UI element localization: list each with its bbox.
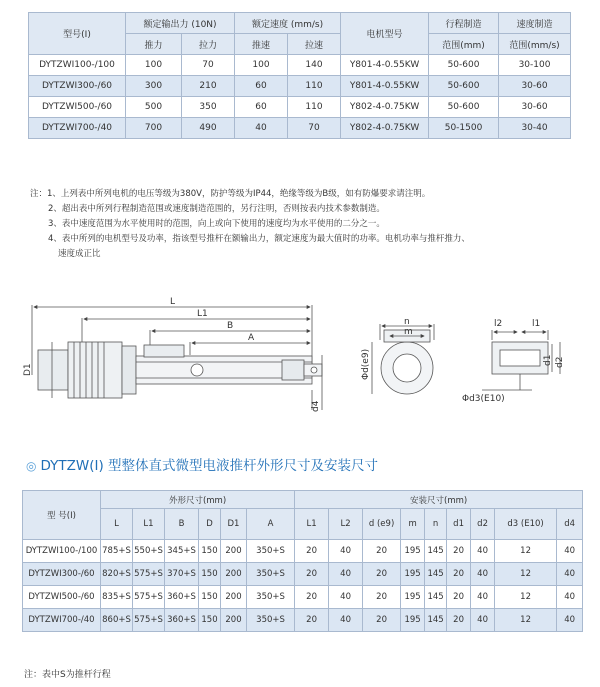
dim-cell: 40 bbox=[329, 586, 363, 609]
col-speedrange-header: 速度制造 bbox=[499, 13, 571, 34]
dim-cell: 20 bbox=[447, 586, 471, 609]
dim-col-header: L1 bbox=[295, 509, 329, 540]
cell-pushspeed: 40 bbox=[235, 118, 288, 139]
cell-pull: 70 bbox=[182, 55, 235, 76]
cell-push: 500 bbox=[126, 97, 182, 118]
dim-cell: 360+S bbox=[165, 609, 199, 632]
dim-col-header: d (e9) bbox=[363, 509, 401, 540]
dim-cell: 150 bbox=[199, 609, 221, 632]
dim-l2: l2 bbox=[494, 319, 503, 329]
dim-cell: 200 bbox=[221, 563, 247, 586]
cell-motor: Y801-4-0.55KW bbox=[341, 76, 429, 97]
note-4: 4、表中所列的电机型号及功率，指该型号推杆在额输出力，额定速度为最大值时的功率。电机功率与推杆推力、 bbox=[48, 234, 470, 244]
specs-header-row bbox=[29, 13, 571, 34]
dim-cell: 195 bbox=[401, 586, 425, 609]
dim-col-header: m bbox=[401, 509, 425, 540]
dim-cell: 145 bbox=[425, 540, 447, 563]
cell-push: 100 bbox=[126, 55, 182, 76]
dim-cell: 40 bbox=[557, 563, 583, 586]
cell-model: DYTZWI100-/100 bbox=[29, 55, 126, 76]
bullet-icon: ◎ bbox=[26, 459, 37, 473]
dim-cell: 20 bbox=[363, 563, 401, 586]
col-motor-header: 电机型号 bbox=[341, 13, 429, 55]
dim-D1: D1 bbox=[23, 363, 33, 376]
dim-cell: 350+S bbox=[247, 609, 295, 632]
cell-push: 300 bbox=[126, 76, 182, 97]
col-push-header: 推力 bbox=[126, 34, 182, 55]
dim-cell: 195 bbox=[401, 540, 425, 563]
dim-cell: 40 bbox=[329, 563, 363, 586]
notes-block bbox=[30, 187, 590, 262]
dim-cell: 12 bbox=[495, 563, 557, 586]
col-stroke-header: 行程制造 bbox=[429, 13, 499, 34]
dim-cell: 575+S bbox=[133, 563, 165, 586]
dim-cell: 20 bbox=[295, 586, 329, 609]
cell-stroke: 50-600 bbox=[429, 55, 499, 76]
dim-col-header: d4 bbox=[557, 509, 583, 540]
col-speed-header: 额定速度 (mm/s) bbox=[235, 13, 341, 34]
dim-cell: 40 bbox=[557, 540, 583, 563]
dim-cell: 150 bbox=[199, 540, 221, 563]
dim-cell: 350+S bbox=[247, 563, 295, 586]
dim-cell: 12 bbox=[495, 586, 557, 609]
dim-cell: 20 bbox=[295, 563, 329, 586]
note-3: 3、表中速度范围为水平使用时的范围，向上或向下使用的速度均为水平使用的二分之一。 bbox=[48, 219, 385, 229]
dim-cell: 40 bbox=[557, 586, 583, 609]
dim-outer-header: 外形尺寸(mm) bbox=[101, 491, 295, 509]
dim-cell: 20 bbox=[295, 540, 329, 563]
dim-cell: 20 bbox=[447, 540, 471, 563]
cell-pull: 210 bbox=[182, 76, 235, 97]
cell-motor: Y801-4-0.55KW bbox=[341, 55, 429, 76]
dim-cell: 40 bbox=[329, 609, 363, 632]
dim-de9: Φd(e9) bbox=[361, 348, 371, 380]
dim-A: A bbox=[248, 333, 255, 343]
dim-d4: d4 bbox=[311, 400, 321, 412]
dim-cell-model: DYTZWⅠ700-/40 bbox=[23, 609, 101, 632]
cell-model: DYTZWI300-/60 bbox=[29, 76, 126, 97]
table-row bbox=[29, 97, 571, 118]
table-row bbox=[23, 609, 583, 632]
col-model-header: 型号(Ⅰ) bbox=[29, 13, 126, 55]
dim-cell: 145 bbox=[425, 609, 447, 632]
specs-table bbox=[28, 12, 571, 139]
col-speedrange-header-2: 范围(mm/s) bbox=[499, 34, 571, 55]
cell-pullspeed: 70 bbox=[288, 118, 341, 139]
dim-cell: 145 bbox=[425, 586, 447, 609]
section-title-text: DYTZW(I) 型整体直式微型电液推杆外形尺寸及安装尺寸 bbox=[40, 458, 379, 474]
dim-l1: l1 bbox=[532, 319, 541, 329]
dim-cell: 40 bbox=[471, 563, 495, 586]
dim-col-header: L bbox=[101, 509, 133, 540]
cell-speedrange: 30-40 bbox=[499, 118, 571, 139]
dim-col-header: D bbox=[199, 509, 221, 540]
cell-pushspeed: 60 bbox=[235, 97, 288, 118]
cell-stroke: 50-600 bbox=[429, 97, 499, 118]
dim-cell: 12 bbox=[495, 609, 557, 632]
dim-header-row bbox=[23, 491, 583, 509]
dim-d1: d1 bbox=[543, 354, 553, 366]
dim-cell: 860+S bbox=[101, 609, 133, 632]
dim-d2: d2 bbox=[555, 356, 565, 368]
dim-cell-model: DYTZWⅠ500-/60 bbox=[23, 586, 101, 609]
col-pullspeed-header: 拉速 bbox=[288, 34, 341, 55]
dim-cell: 785+S bbox=[101, 540, 133, 563]
table-row bbox=[29, 118, 571, 139]
cell-pullspeed: 140 bbox=[288, 55, 341, 76]
table-row bbox=[23, 586, 583, 609]
dim-col-header: n bbox=[425, 509, 447, 540]
dim-col-header: d2 bbox=[471, 509, 495, 540]
dim-install-header: 安装尺寸(mm) bbox=[295, 491, 583, 509]
dim-cell: 550+S bbox=[133, 540, 165, 563]
dim-model-header: 型 号(Ⅰ) bbox=[23, 491, 101, 540]
cell-pushspeed: 100 bbox=[235, 55, 288, 76]
col-force-header: 额定输出力 (10N) bbox=[126, 13, 235, 34]
cell-pull: 490 bbox=[182, 118, 235, 139]
dim-cell: 575+S bbox=[133, 609, 165, 632]
dimensions-table bbox=[22, 490, 583, 632]
cell-pullspeed: 110 bbox=[288, 76, 341, 97]
dim-cell: 200 bbox=[221, 586, 247, 609]
dim-cell: 200 bbox=[221, 540, 247, 563]
dim-cell: 12 bbox=[495, 540, 557, 563]
dim-n: n bbox=[404, 317, 410, 327]
cell-pushspeed: 60 bbox=[235, 76, 288, 97]
cell-motor: Y802-4-0.75KW bbox=[341, 118, 429, 139]
dim-subheader-row bbox=[23, 509, 583, 540]
cell-stroke: 50-600 bbox=[429, 76, 499, 97]
col-stroke-header-2: 范围(mm) bbox=[429, 34, 499, 55]
cell-speedrange: 30-100 bbox=[499, 55, 571, 76]
table-row bbox=[29, 55, 571, 76]
dim-cell: 20 bbox=[447, 609, 471, 632]
dim-cell: 40 bbox=[329, 540, 363, 563]
cell-speedrange: 30-60 bbox=[499, 76, 571, 97]
dim-col-header: A bbox=[247, 509, 295, 540]
dim-cell: 195 bbox=[401, 563, 425, 586]
dim-B: B bbox=[227, 321, 234, 331]
cell-model: DYTZWI500-/60 bbox=[29, 97, 126, 118]
section-title bbox=[26, 454, 378, 474]
dim-cell: 20 bbox=[447, 563, 471, 586]
dim-cell: 350+S bbox=[247, 540, 295, 563]
dim-cell: 145 bbox=[425, 563, 447, 586]
dim-cell: 575+S bbox=[133, 586, 165, 609]
dim-cell: 40 bbox=[471, 540, 495, 563]
cell-model: DYTZWI700-/40 bbox=[29, 118, 126, 139]
table-row bbox=[23, 563, 583, 586]
dim-d3: Φd3(E10) bbox=[462, 394, 505, 404]
dim-cell-model: DYTZWⅠ300-/60 bbox=[23, 563, 101, 586]
cell-pullspeed: 110 bbox=[288, 97, 341, 118]
dim-cell: 150 bbox=[199, 563, 221, 586]
cell-speedrange: 30-60 bbox=[499, 97, 571, 118]
note-2: 2、超出表中所列行程制造范围或速度制造范围的，另行注明，否则按表内技术参数制造。 bbox=[48, 204, 385, 214]
dim-cell: 350+S bbox=[247, 586, 295, 609]
cell-motor: Y802-4-0.75KW bbox=[341, 97, 429, 118]
dim-cell: 150 bbox=[199, 586, 221, 609]
dim-cell: 20 bbox=[363, 540, 401, 563]
dim-m: m bbox=[404, 327, 413, 337]
dim-col-header: D1 bbox=[221, 509, 247, 540]
dim-cell: 820+S bbox=[101, 563, 133, 586]
table-row bbox=[23, 540, 583, 563]
dim-cell: 20 bbox=[363, 586, 401, 609]
dim-col-header: B bbox=[165, 509, 199, 540]
dim-cell: 195 bbox=[401, 609, 425, 632]
dim-col-header: d3 (E10) bbox=[495, 509, 557, 540]
dim-col-header: L2 bbox=[329, 509, 363, 540]
dim-cell: 20 bbox=[363, 609, 401, 632]
dim-cell: 40 bbox=[471, 609, 495, 632]
cell-pull: 350 bbox=[182, 97, 235, 118]
dim-cell: 200 bbox=[221, 609, 247, 632]
dim-cell: 40 bbox=[471, 586, 495, 609]
cell-stroke: 50-1500 bbox=[429, 118, 499, 139]
dim-L: L bbox=[170, 297, 176, 307]
col-pull-header: 拉力 bbox=[182, 34, 235, 55]
dim-col-header: L1 bbox=[133, 509, 165, 540]
dim-cell: 40 bbox=[557, 609, 583, 632]
dim-cell: 370+S bbox=[165, 563, 199, 586]
footnote: 注：表中S为推杆行程 bbox=[24, 670, 111, 680]
col-pushspeed-header: 推速 bbox=[235, 34, 288, 55]
dim-cell: 360+S bbox=[165, 586, 199, 609]
note-1: 注：1、上列表中所列电机的电压等级为380V，防护等级为IP44，绝缘等级为B级，如有防爆要求请注明。 bbox=[30, 189, 431, 199]
note-4-cont: 速度成正比 bbox=[58, 249, 101, 259]
dim-cell: 345+S bbox=[165, 540, 199, 563]
technical-drawing bbox=[22, 280, 582, 445]
cell-push: 700 bbox=[126, 118, 182, 139]
dim-cell-model: DYTZWⅠ100-/100 bbox=[23, 540, 101, 563]
dim-col-header: d1 bbox=[447, 509, 471, 540]
dim-L1: L1 bbox=[197, 309, 208, 319]
dim-cell: 835+S bbox=[101, 586, 133, 609]
dim-cell: 20 bbox=[295, 609, 329, 632]
table-row bbox=[29, 76, 571, 97]
